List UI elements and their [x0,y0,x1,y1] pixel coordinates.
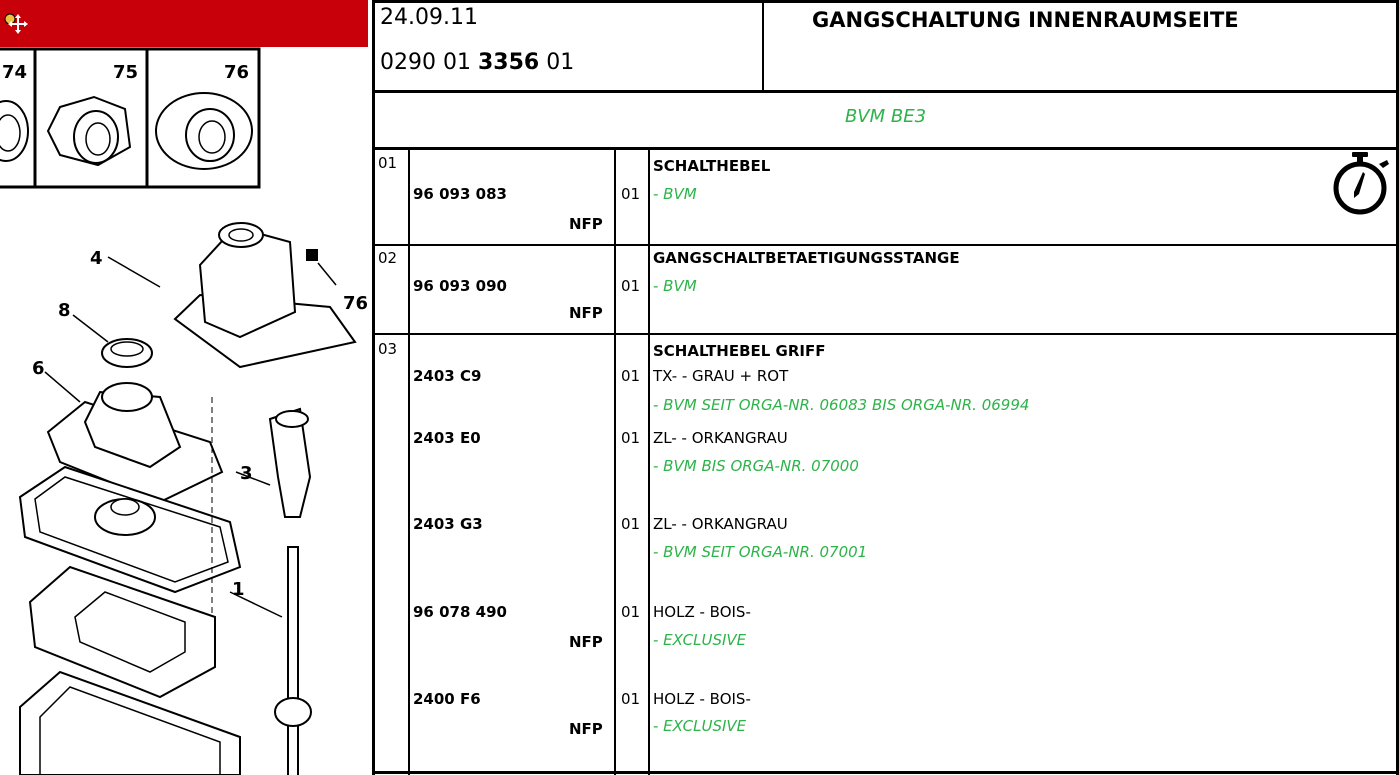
header-date: 24.09.11 [380,5,478,30]
part-desc: ZL- - ORKANGRAU [653,515,788,533]
part-title: GANGSCHALTBETAETIGUNGSSTANGE [653,249,960,267]
row-index: 02 [378,249,398,267]
part-number[interactable]: 2403 G3 [413,515,483,533]
callout-75: 75 [113,62,139,83]
part-desc: ZL- - ORKANGRAU [653,429,788,447]
row-index: 03 [378,340,398,358]
part-title: SCHALTHEBEL GRIFF [653,342,826,360]
part-number[interactable]: 2403 E0 [413,429,481,447]
part-desc: TX- - GRAU + ROT [653,367,789,385]
parts-table [372,0,1399,775]
part-qty: 01 [621,603,641,621]
nfp-label: NFP [569,720,603,738]
callout-8: 8 [58,300,71,321]
page-subtitle: BVM BE3 [844,106,927,127]
part-qty: 01 [621,515,641,533]
part-qty: 01 [621,185,641,203]
part-note: - BVM SEIT ORGA-NR. 06083 BIS ORGA-NR. 06994 [653,396,1030,414]
callout-4: 4 [90,248,103,269]
nfp-label: NFP [569,633,603,651]
ref-prefix: 0290 01 [380,50,478,75]
callout-76: 76 [224,62,250,83]
callout-6: 6 [32,358,45,379]
part-note: - EXCLUSIVE [653,717,747,735]
part-note: - BVM [653,277,697,295]
page-title: GANGSCHALTUNG INNENRAUMSEITE [812,8,1239,32]
part-title: SCHALTHEBEL [653,157,771,175]
ref-suffix: 01 [539,50,575,75]
stopwatch-icon[interactable] [1327,150,1393,216]
part-desc: HOLZ - BOIS- [653,690,751,708]
part-note: - BVM SEIT ORGA-NR. 07001 [653,543,868,561]
header-reference [380,50,574,75]
move-icon[interactable] [4,12,28,36]
part-note: - EXCLUSIVE [653,631,747,649]
part-number[interactable]: 2400 F6 [413,690,481,708]
exploded-view-drawing [0,47,372,775]
callout-74: 74 [2,62,28,83]
part-note: - BVM [653,185,697,203]
nfp-label: NFP [569,215,603,233]
diagram-panel [0,0,372,775]
part-number[interactable]: 96 093 083 [413,185,507,203]
part-qty: 01 [621,429,641,447]
callout-76b: 76 [343,293,369,314]
row-index: 01 [378,154,398,172]
part-number[interactable]: 96 093 090 [413,277,507,295]
part-number[interactable]: 2403 C9 [413,367,482,385]
part-note: - BVM BIS ORGA-NR. 07000 [653,457,859,475]
part-qty: 01 [621,277,641,295]
ref-bold: 3356 [477,50,540,75]
callout-3: 3 [240,463,253,484]
diagram-toolbar [0,0,368,47]
callout-1: 1 [232,579,245,600]
nfp-label: NFP [569,304,603,322]
part-qty: 01 [621,690,641,708]
part-number[interactable]: 96 078 490 [413,603,507,621]
part-qty: 01 [621,367,641,385]
part-desc: HOLZ - BOIS- [653,603,751,621]
